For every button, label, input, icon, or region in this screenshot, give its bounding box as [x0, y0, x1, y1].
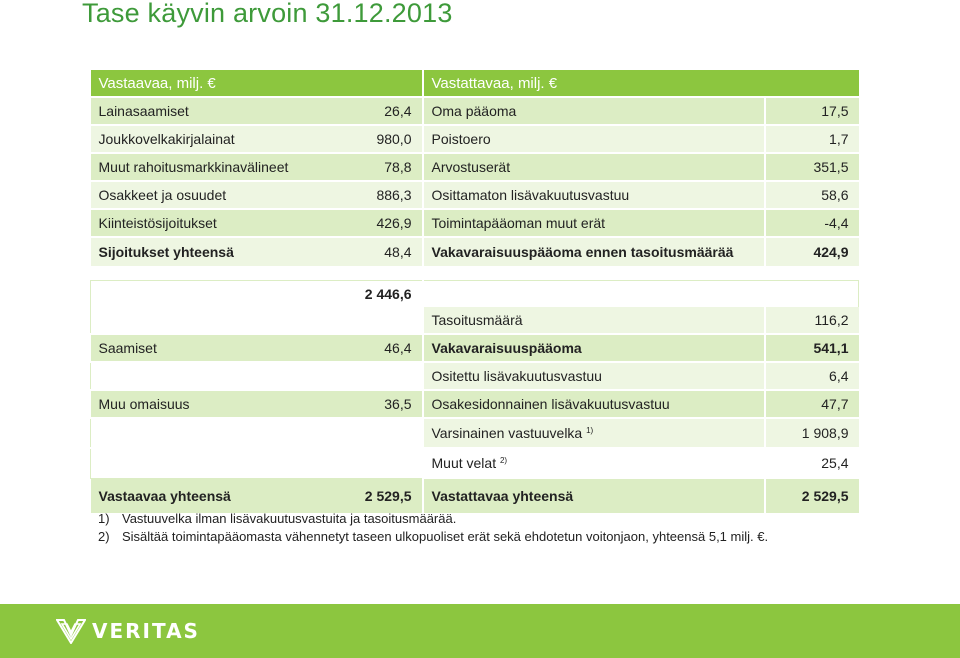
technical-provisions-label: Varsinainen vastuuvelka $^{1)}$ — [423, 418, 765, 448]
other-assets-value: 36,5 — [333, 390, 423, 418]
balance-sheet-table — [90, 70, 859, 513]
liability-value: 17,5 — [765, 97, 859, 125]
solvency-capital-value: 541,1 — [765, 334, 859, 362]
liability-label: Arvostuserät — [423, 153, 765, 181]
veritas-logo — [56, 618, 200, 644]
other-liabilities-value: 25,4 — [765, 448, 859, 478]
table-row — [91, 281, 859, 308]
equalization-value: 116,2 — [765, 307, 859, 334]
liability-label: Toimintapääoman muut erät — [423, 209, 765, 237]
footnote: 2) Sisältää toimintapääomasta vähennetyt taseen ulkopuoliset erät sekä ehdotetun voitonjaon, yhteensä 5,1 milj. €. — [98, 529, 769, 544]
asset-label: Kiinteistösijoitukset — [91, 209, 333, 237]
table-row — [91, 362, 859, 390]
logo-text: VERITAS — [92, 619, 200, 643]
equity-linked-liability-label: Osakesidonnainen lisävakuutusvastuu — [423, 390, 765, 418]
other-liabilities-label: Muut velat $^{2)}$ — [423, 448, 765, 478]
assets-total-value: 2 529,5 — [333, 478, 423, 513]
liability-value: 1,7 — [765, 125, 859, 153]
table-row — [91, 266, 859, 281]
liabilities-total-value: 2 529,5 — [765, 478, 859, 513]
solvency-before-label: Vakavaraisuuspääoma ennen tasoitusmäärää — [423, 237, 765, 266]
table-row — [91, 478, 859, 513]
liability-value: 58,6 — [765, 181, 859, 209]
table-row — [91, 209, 859, 237]
liabilities-total-label: Vastattavaa yhteensä — [423, 478, 765, 513]
asset-label: Joukkovelkakirjalainat — [91, 125, 333, 153]
footer-bar — [0, 604, 960, 658]
table-row — [91, 390, 859, 418]
assets-total-label: Vastaavaa yhteensä — [91, 478, 333, 513]
table-row — [91, 153, 859, 181]
asset-label: Osakkeet ja osuudet — [91, 181, 333, 209]
table-row — [91, 237, 859, 266]
liability-label: Osittamaton lisävakuutusvastuu — [423, 181, 765, 209]
veritas-logo-icon — [56, 618, 86, 644]
receivables-value: 46,4 — [333, 334, 423, 362]
equalization-label: Tasoitusmäärä — [423, 307, 765, 334]
table-row — [91, 448, 859, 478]
liability-label: Poistoero — [423, 125, 765, 153]
allocated-liability-label: Ositettu lisävakuutusvastuu — [423, 362, 765, 390]
solvency-before-value: 424,9 — [765, 237, 859, 266]
liability-value: 351,5 — [765, 153, 859, 181]
liabilities-header: Vastattavaa, milj. € — [423, 70, 859, 97]
footnote: 1) Vastuuvelka ilman lisävakuutusvastuita ja tasoitusmäärää. — [98, 511, 457, 526]
equity-linked-liability-value: 47,7 — [765, 390, 859, 418]
table-row — [91, 418, 859, 448]
asset-value: 78,8 — [333, 153, 423, 181]
asset-value: 426,9 — [333, 209, 423, 237]
asset-label: Lainasaamiset — [91, 97, 333, 125]
asset-label: Muut rahoitusmarkkinavälineet — [91, 153, 333, 181]
liability-value: -4,4 — [765, 209, 859, 237]
liability-label: Oma pääoma — [423, 97, 765, 125]
technical-provisions-value: 1 908,9 — [765, 418, 859, 448]
allocated-liability-value: 6,4 — [765, 362, 859, 390]
table-row — [91, 334, 859, 362]
footnotes — [98, 510, 768, 546]
asset-value: 26,4 — [333, 97, 423, 125]
investments-subitem-value: 48,4 — [333, 237, 423, 266]
investments-total-label: Sijoitukset yhteensä — [91, 237, 333, 266]
asset-value: 886,3 — [333, 181, 423, 209]
page-title: Tase käyvin arvoin 31.12.2013 — [82, 0, 453, 28]
table-row — [91, 125, 859, 153]
investments-total-value: 2 446,6 — [333, 281, 423, 308]
table-row — [91, 181, 859, 209]
table-row — [91, 307, 859, 334]
table-row — [91, 97, 859, 125]
receivables-label: Saamiset — [91, 334, 333, 362]
assets-header: Vastaavaa, milj. € — [91, 70, 423, 97]
asset-value: 980,0 — [333, 125, 423, 153]
other-assets-label: Muu omaisuus — [91, 390, 333, 418]
solvency-capital-label: Vakavaraisuuspääoma — [423, 334, 765, 362]
table-header-row — [91, 70, 859, 97]
